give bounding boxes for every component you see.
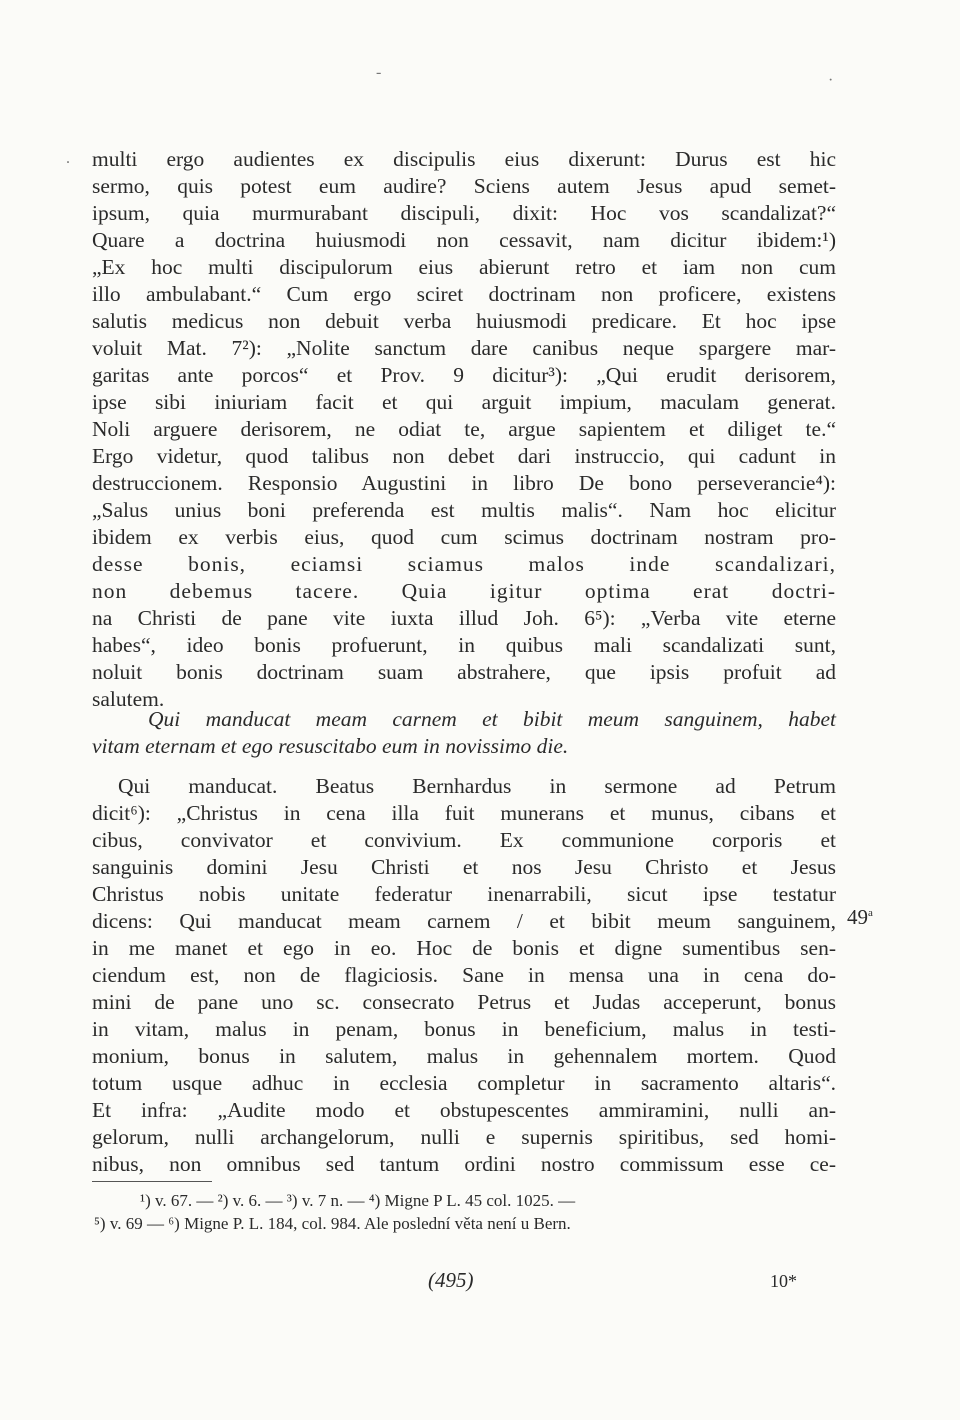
footnote-rule	[92, 1181, 212, 1182]
scan-speck: ·	[828, 72, 834, 89]
text-line: nibus, non omnibus sed tantum ordini nostro commissum esse ce-	[92, 1152, 836, 1176]
text-line: illo ambulabant.“ Cum ergo sciret doctrinam non proficere, existens	[92, 282, 836, 306]
footnote-line: ¹) v. 67. — ²) v. 6. — ³) v. 7 n. — ⁴) Migne P L. 45 col. 1025. —	[140, 1191, 576, 1210]
text-line: garitas ante porcos“ et Prov. 9 dicitur³): „Qui erudit derisorem,	[92, 363, 836, 387]
text-line: salutis medicus non debuit verba huiusmodi predicare. Et hoc ipse	[92, 309, 836, 333]
text-line: Qui manducat. Beatus Bernhardus in sermone ad Petrum	[118, 774, 836, 798]
text-line: „Ex hoc multi discipulorum eius abierunt retro et iam non cum	[92, 255, 836, 279]
lemma-line: Qui manducat meam carnem et bibit meum sanguinem, habet	[148, 707, 836, 731]
text-line: ipsum, quia murmurabant discipuli, dixit: Hoc vos scandalizat?“	[92, 201, 836, 225]
text-line: dicens: Qui manducat meam carnem / et bibit meum sanguinem,	[92, 909, 836, 933]
text-line: habes“, ideo bonis profuerunt, in quibus mali scandalizati sunt,	[92, 633, 836, 657]
text-line: mini de pane uno sc. consecrato Petrus et Judas acceperunt, bonus	[92, 990, 836, 1014]
text-line: voluit Mat. 7²): „Nolite sanctum dare canibus neque spargere mar-	[92, 336, 836, 360]
text-line: Quare a doctrina huiusmodi non cessavit, nam dicitur ibidem:¹)	[92, 228, 836, 252]
text-line: in me manet et ego in eo. Hoc de bonis et digne sumentibus sen-	[92, 936, 836, 960]
text-line: multi ergo audientes ex discipulis eius dixerunt: Durus est hic	[92, 147, 836, 171]
text-line: desse bonis, eciamsi sciamus malos inde scandalizari,	[92, 552, 836, 576]
page-number: (495)	[428, 1268, 474, 1292]
signature-mark: 10*	[770, 1271, 797, 1291]
text-line: dicit⁶): „Christus in cena illa fuit munerans et munus, cibans et	[92, 801, 836, 825]
text-line: sermo, quis potest eum audire? Sciens autem Jesus apud semet-	[92, 174, 836, 198]
text-line: Et infra: „Audite modo et obstupescentes ammiramini, nulli an-	[92, 1098, 836, 1122]
text-line: non debemus tacere. Quia igitur optima erat doctri-	[92, 579, 836, 603]
text-line: monium, bonus in salutem, malus in gehennalem mortem. Quod	[92, 1044, 836, 1068]
scan-speck: -	[376, 64, 382, 81]
text-line: Noli arguere derisorem, ne odiat te, argue sapientem et diliget te.“	[92, 417, 836, 441]
text-line: na Christi de pane vite iuxta illud Joh. 6⁵): „Verba vite eterne	[92, 606, 836, 630]
text-line: gelorum, nulli archangelorum, nulli e supernis spiritibus, sed homi-	[92, 1125, 836, 1149]
text-line: sanguinis domini Jesu Christi et nos Jesu Christo et Jesus	[92, 855, 836, 879]
scan-speck: .	[66, 150, 70, 167]
lemma-line: vitam eternam et ego resuscitabo eum in novissimo die.	[92, 734, 569, 758]
text-line: in vitam, malus in penam, bonus in beneficium, malus in testi-	[92, 1017, 836, 1041]
text-line: „Salus unius boni preferenda est multis malis“. Nam hoc elicitur	[92, 498, 836, 522]
margin-folio-number	[847, 900, 873, 931]
text-line: totum usque adhuc in ecclesia completur in sacramento altaris“.	[92, 1071, 836, 1095]
text-line: cibus, convivator et convivium. Ex communione corporis et	[92, 828, 836, 852]
text-line: noluit bonis doctrinam suam abstrahere, que ipsis profuit ad	[92, 660, 836, 684]
text-line: salutem.	[92, 687, 165, 711]
footnote-line: ⁵) v. 69 — ⁶) Migne P. L. 184, col. 984. Ale poslední věta není u Bern.	[94, 1214, 571, 1233]
margin-folio-digits: 49	[847, 905, 868, 929]
text-line: Christus nobis unitate federatur inenarrabili, sicut ipse testatur	[92, 882, 836, 906]
text-line: ciendum est, non de flagiciosis. Sane in mensa una in cena do-	[92, 963, 836, 987]
text-line: ipse sibi iniuriam facit et qui arguit impium, maculam generat.	[92, 390, 836, 414]
margin-folio-sup: a	[868, 907, 873, 919]
text-line: ibidem ex verbis eius, quod cum scimus doctrinam nostram pro-	[92, 525, 836, 549]
text-line: destruccionem. Responsio Augustini in libro De bono perseverancie⁴):	[92, 471, 836, 495]
text-line: Ergo videtur, quod talibus non debet dari instruccio, qui cadunt in	[92, 444, 836, 468]
